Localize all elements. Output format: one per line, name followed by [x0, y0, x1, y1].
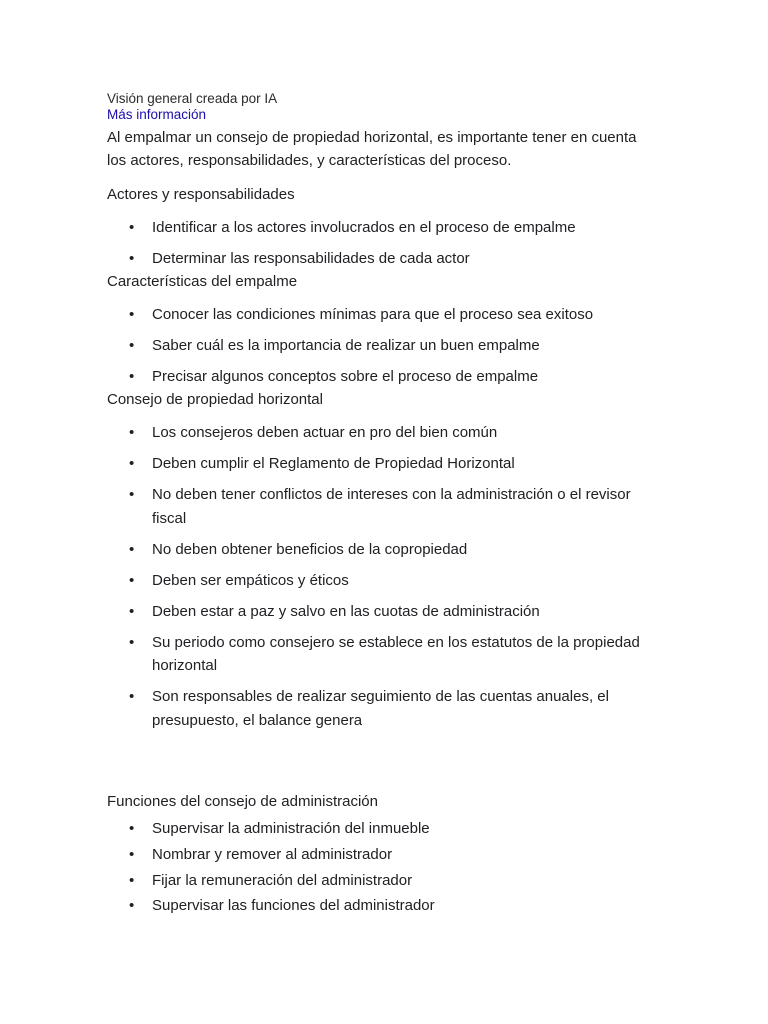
bullet-icon: • [129, 486, 135, 503]
bullet-icon: • [129, 571, 135, 589]
ai-overview-label: Visión general creada por IA [107, 91, 278, 106]
list-item: • Los consejeros deben actuar en pro del bien común [107, 421, 652, 445]
bullet-icon: • [129, 897, 135, 915]
section-heading-actores: Actores y responsabilidades [107, 186, 295, 203]
bullet-icon: • [129, 250, 135, 267]
list-item: • Son responsables de realizar seguimiento de las cuentas anuales, el presupuesto, el balance genera [107, 685, 652, 732]
bullet-icon: • [129, 845, 135, 863]
bullet-icon: • [129, 820, 135, 837]
bullet-icon: • [129, 871, 135, 889]
bullet-icon: • [129, 368, 135, 385]
list-item: • Su periodo como consejero se establece en los estatutos de la propiedad horizontal [107, 631, 652, 678]
list-item: • Supervisar las funciones del administrador [107, 894, 652, 918]
list-item: • Saber cuál es la importancia de realizar un buen empalme [107, 334, 652, 358]
list-item: • No deben obtener beneficios de la copropiedad [107, 538, 652, 562]
section-heading-caracteristicas: Características del empalme [107, 273, 298, 290]
bullet-icon: • [129, 633, 135, 651]
list-funciones [107, 817, 652, 920]
list-item: • Identificar a los actores involucrados en el proceso de empalme [107, 216, 652, 240]
section-heading-funciones: Funciones del consejo de administración [107, 793, 378, 810]
bullet-icon: • [129, 540, 135, 558]
bullet-icon: • [129, 337, 135, 354]
more-info-link[interactable]: Más información [107, 107, 207, 122]
list-consejo [107, 421, 652, 740]
list-item: • Supervisar la administración del inmueble [107, 817, 652, 841]
list-item: • Deben cumplir el Reglamento de Propiedad Horizontal [107, 452, 652, 476]
list-item: • Deben estar a paz y salvo en las cuotas de administración [107, 600, 652, 624]
list-item: • Precisar algunos conceptos sobre el proceso de empalme [107, 365, 652, 389]
bullet-icon: • [129, 219, 135, 236]
bullet-icon: • [129, 602, 135, 620]
bullet-icon: • [129, 688, 135, 705]
list-actores [107, 216, 652, 278]
list-item: • Determinar las responsabilidades de cada actor [107, 247, 652, 271]
list-item: • Deben ser empáticos y éticos [107, 569, 652, 593]
list-caracteristicas [107, 303, 652, 396]
list-item: • Fijar la remuneración del administrador [107, 869, 652, 893]
bullet-icon: • [129, 455, 135, 472]
bullet-icon: • [129, 424, 135, 441]
list-item: • Conocer las condiciones mínimas para que el proceso sea exitoso [107, 303, 652, 327]
bullet-icon: • [129, 306, 135, 323]
list-item: • Nombrar y remover al administrador [107, 843, 652, 867]
section-heading-consejo: Consejo de propiedad horizontal [107, 391, 323, 408]
intro-paragraph: Al empalmar un consejo de propiedad horizontal, es importante tener en cuenta los actores, responsabilidades, y características del proceso. [107, 129, 637, 169]
list-item: • No deben tener conflictos de intereses con la administración o el revisor fiscal [107, 483, 652, 530]
